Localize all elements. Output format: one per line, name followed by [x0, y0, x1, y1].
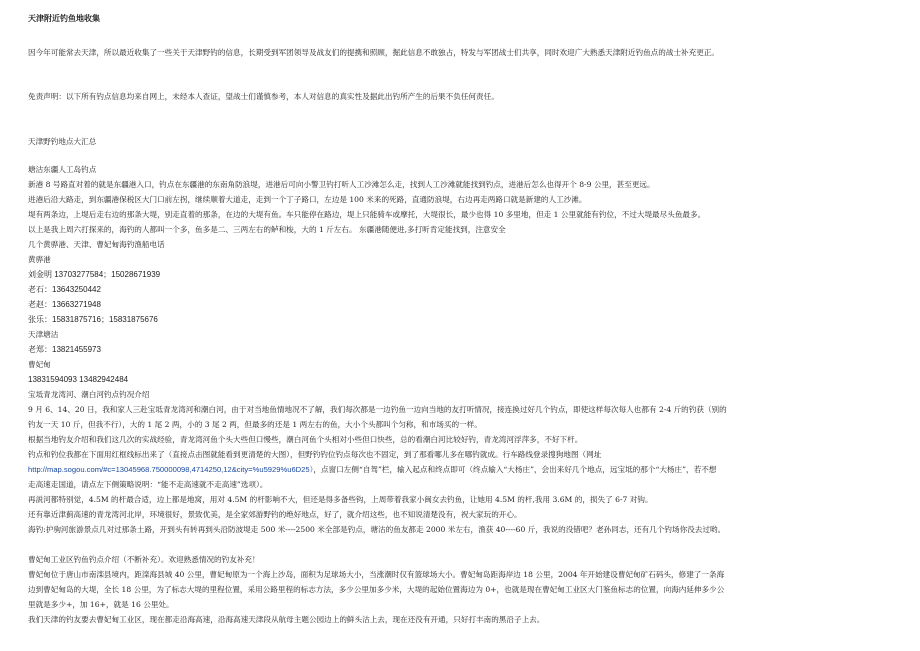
phone-line: 刘金明 13703277584；15028671939: [28, 270, 161, 279]
heading-baodi: 宝坻青龙湾河、潮白河钓点钓况介绍: [28, 390, 150, 399]
text-line: 边到曹妃甸岛的大堤，全长 18 公里，为了标志大堤的里程位置，采用公路里程的标志方法，多少公里加多少米，大堤的起始位置海边为 0+，也就是现在曹妃甸工业区大门鉴鱼标志的位置，向海内延伸多少公: [28, 585, 725, 594]
phone-line: 老赵：13663271948: [28, 300, 101, 309]
text-line: 9 月 6、14、20 日，我和家人三赴宝坻青龙湾河和潮白河，由于对当地鱼情地况不了解，我们每次都是一边钓鱼一边向当地的友打听情况，接连换过好几个钓点，即使这样每次每人也都有 2-4 斤的钓获（别的: [28, 405, 727, 414]
heading-dongjiang: 塘沽东疆人工岛钓点: [28, 165, 97, 174]
place-label: 曹妃甸: [28, 360, 51, 369]
text-line: 进港后沿大路走，到东疆港保税区大门口前左拐，继续顺着大道走，走到一个丁子路口，左边是 100 米来的死路，直通防浪堤，右边再走两路口就是新建的人工沙滩。: [28, 195, 587, 204]
disclaimer: 免责声明：以下所有钓点信息均来自网上，未经本人查证，望战士们谨慎参考，本人对信息的真实性及据此出钓所产生的后果不负任何责任。: [28, 92, 499, 101]
heading-phones: 几个黄骅港、天津、曹妃甸海钓渔船电话: [28, 240, 165, 249]
text-line: 堤有两条边，上堤后走右边的那条大堤，别走直着的那条，在边的大堤有鱼。车只能停在路边，堤上只能骑车或摩托，大堤很长，最少也得 10 多里地，但走 1 公里就能有钓位，不过大堤最尽头鱼最多。: [28, 210, 706, 219]
text-line: 里就是多少+，加 16+，就是 16 公里处。: [28, 600, 174, 609]
phone-line: 老石：13643250442: [28, 285, 101, 294]
text-fragment: ，点窗口左侧“自驾”栏，输入起点和终点即可（终点输入“大杨庄”，会出来好几个地点，远宝坻的那个“大杨庄”，若不想: [313, 465, 717, 474]
text-line: 走高速走国道，请点左下侧策略说明：“能不走高速就不走高速”选项）。: [28, 480, 268, 489]
text-line: 海钓:护驹河旅游景点几对过那条土路，开到头有转再到头沿防波堤走 500 米----2500 米全部是钓点，塘沽的鱼友都走 2000 米左右，渔获 40----60 斤，我说的没错吧？老孙同志，还有几个钓场你没去过哟。: [28, 525, 726, 534]
heading-caofeidian: 曹妃甸工业区钓鱼钓点介绍（不断补充）。欢迎熟悉情况的钓友补充！: [28, 555, 260, 564]
phone-line: 老郑：13821455973: [28, 345, 101, 354]
intro-paragraph: 因今年可能常去天津，所以最近收集了一些关于天津野钓的信息，长期受到军团领导及战友们的提携和照顾，掘此信息不敢独占，特发与军团战士们共享，同时欢迎广大熟悉天津附近钓鱼点的战士补充更正。: [28, 48, 720, 57]
phone-line: 张乐：15831875716；15831875676: [28, 315, 158, 324]
phone-line: 13831594093 13482942484: [28, 375, 129, 384]
text-line: 钓点和钓位我都在下面用红框线标出来了（直接点击图就能看到更清楚的大图），但野钓钓位钓点每次也不固定，到了那看哪儿多在哪钓就成。行车路线登录搜狗地图（网址: [28, 450, 602, 459]
text-line: 我们天津的钓友要去曹妃甸工业区，现在都走沿海高速，沿海高速天津段从航母主题公园边上的鲜头沽上去，现在还没有开通，只好打丰南的黑沿子上去。: [28, 615, 545, 624]
text-line: 钓友一天 10 斤，但我不行），大的 1 尾 2 两，小的 3 尾 2 两，但最多的还是 1 两左右的鱼，大小个头都叫个匀称，和市场买的一样。: [28, 420, 482, 429]
text-line: 以上是我上周六打探来的，海钓的人都叫一个多，鱼多是二、三两左右的鲈和梭，大的 1 斤左右。 东疆港随便进,多打听肯定能找到，注意安全: [28, 225, 506, 234]
text-line: 再説河都特别觉，4.5M 的杆最合适，边上都是地窝，用对 4.5M 的杆影响不大，但还是得多备些钩，上周带着我家小闽女去钓鱼，让她用 4.5M 的杆,我用 3.6M 的，损失了 6-7 对钩。: [28, 495, 653, 504]
map-link[interactable]: http://map.sogou.com/#c=13045968.750000098,4714250,12&city=%u5929%u6D25）: [28, 465, 314, 474]
place-label: 天津塘沽: [28, 330, 59, 339]
text-line: 根据当地钓友介绍和我们这几次的实战经验，青龙湾河鱼个头大些但口慢些，潮白河鱼个头相对小些但口快些，总的看潮白河比较好钓，青龙湾河浮萍多，不好下杆。: [28, 435, 583, 444]
text-line: 新港 8 号路直对着的就是东疆港入口，钓点在东疆港的东南角防浪堤，进港后可向小警卫钓打听人工沙滩怎么走，找到人工沙滩就能找到钓点，进港后怎么也得开个 8-9 公里，甚至更远。: [28, 180, 655, 189]
document-title: 天津附近钓鱼地收集: [28, 14, 100, 23]
place-label: 黄骅港: [28, 255, 51, 264]
text-line: 还有靠近津蓟高速的青龙湾河北岸，环境很好，景致优美，是全家郊游野钓的绝好地点，好了，就介绍这些，也不知说清楚没有，祝大家玩的开心。: [28, 510, 522, 519]
section-title: 天津野钓地点大汇总: [28, 137, 97, 146]
text-line-with-link: [28, 465, 716, 475]
text-line: 曹妃甸位于唐山市南滦县境内，距滦海县城 40 公里，曹妃甸原为一个海上沙岛，面积为足球场大小，当涨潮时仅有篮球场大小。曹妃甸岛距海岸边 18 公里，2004 年开始建设曹妃甸矿石码头，修建了一条海: [28, 570, 725, 579]
